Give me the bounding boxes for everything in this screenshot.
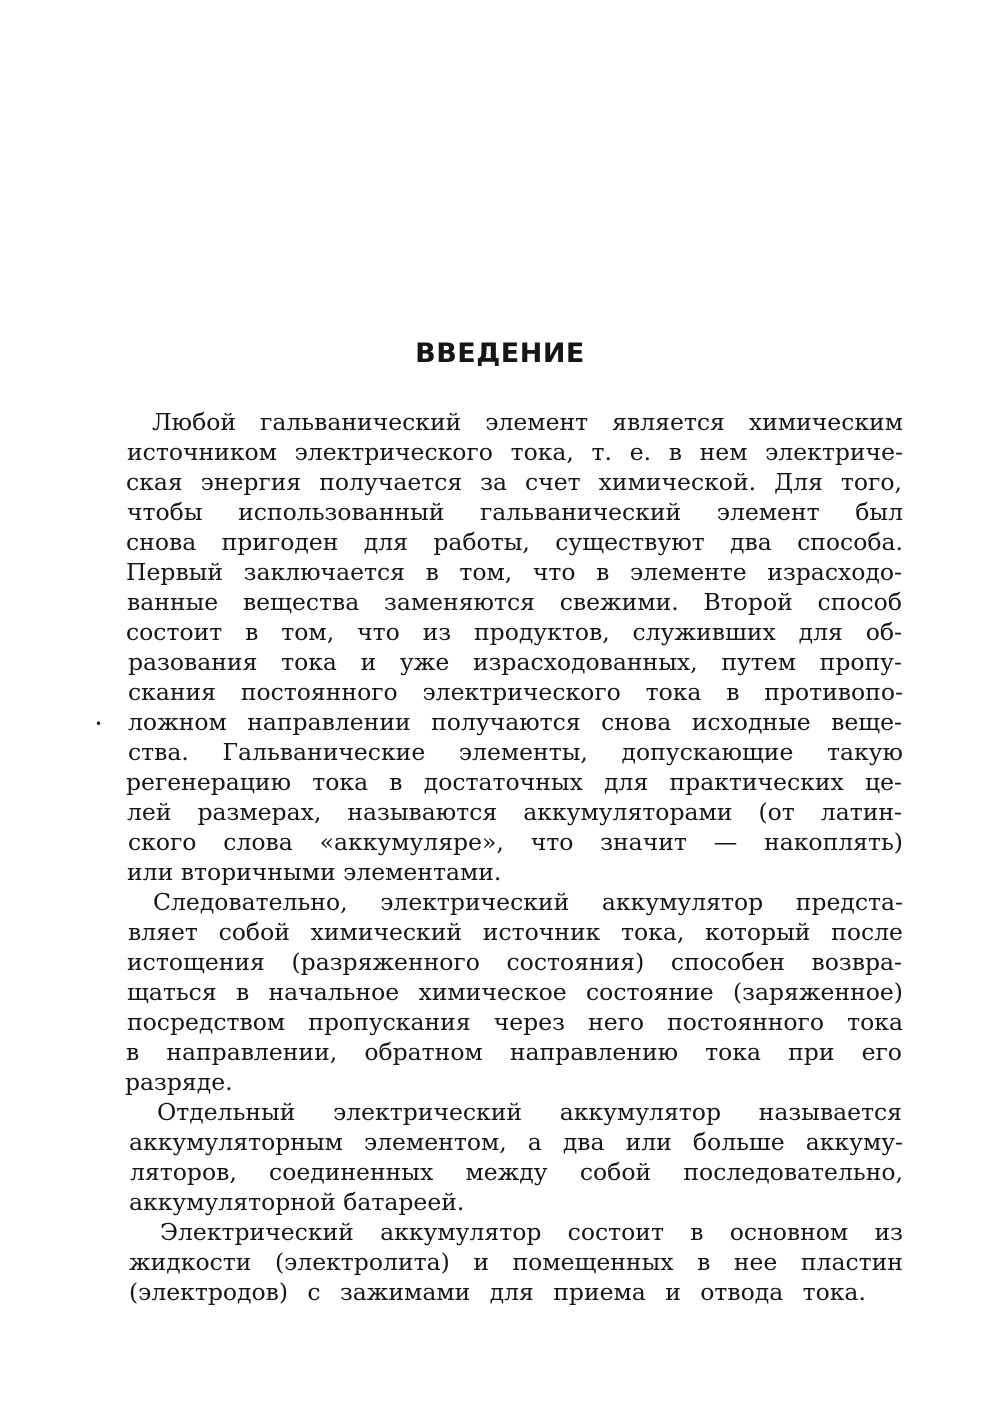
word: уже (399, 648, 450, 676)
word: допускающие (621, 738, 794, 766)
word: в (245, 618, 259, 646)
word: аккуму- (805, 1128, 903, 1156)
word: зажимами (339, 1278, 471, 1306)
word: называются (347, 798, 498, 826)
word: энергия (200, 468, 302, 496)
word: для (489, 1278, 534, 1306)
text-line (127, 977, 903, 1007)
word: гальванический (260, 408, 462, 436)
text-line (127, 947, 902, 977)
word: электриче- (765, 438, 903, 466)
text-line (128, 917, 903, 947)
word: элементе (629, 558, 747, 586)
word: веще- (831, 708, 902, 736)
word: Электрический (160, 1218, 354, 1246)
word: приема (553, 1278, 646, 1306)
word: и (473, 1248, 489, 1276)
word: для (604, 768, 649, 796)
text-line (152, 407, 903, 437)
word: Следовательно, (153, 888, 348, 916)
word: получается (319, 468, 463, 496)
word: в (690, 1218, 704, 1246)
word: ложном (128, 708, 227, 736)
word: такую (826, 738, 903, 766)
word: и (665, 1278, 681, 1306)
word: получаются (431, 708, 581, 736)
speck-mark: • (95, 717, 103, 731)
word: элементом, (363, 1128, 507, 1156)
word: его (861, 1038, 902, 1066)
text-line (126, 557, 902, 587)
word: снова (601, 708, 672, 736)
word: с (307, 1278, 321, 1306)
word: вляет (128, 918, 198, 946)
word: тока, (621, 918, 685, 946)
word: противопо- (764, 678, 903, 706)
word: способа. (797, 528, 903, 556)
word: использованный (238, 498, 445, 526)
text-line (126, 467, 902, 497)
word: него (588, 1008, 645, 1036)
word: направлении (247, 708, 411, 736)
word: аккумулятор (559, 1098, 721, 1126)
word: предста- (795, 888, 903, 916)
word: истощения (127, 948, 265, 976)
word: состояния) (506, 948, 645, 976)
word: два (730, 528, 772, 556)
word: химическим (748, 408, 903, 436)
text-line (126, 617, 902, 647)
word: в (389, 768, 403, 796)
word: называется (758, 1098, 902, 1126)
word: из (874, 1218, 903, 1246)
word: разования (128, 648, 258, 676)
text-line (128, 827, 903, 857)
word: заменяются (384, 588, 535, 616)
word: тока (847, 1008, 903, 1036)
word: тока (312, 768, 369, 796)
word: существуют (555, 528, 705, 556)
word: состояние (586, 978, 714, 1006)
text-line: аккумуляторной батареей. (129, 1188, 465, 1216)
word: электрический (380, 888, 570, 916)
word: а (527, 1128, 542, 1156)
word: заключается (243, 558, 405, 586)
word: тока (281, 648, 337, 676)
word: электрического (422, 678, 621, 706)
word: (заряженное) (733, 978, 903, 1006)
word: лей (127, 798, 172, 826)
word: тока (645, 678, 702, 706)
word: основном (729, 1218, 849, 1246)
word: после (831, 918, 903, 946)
word: Гальванические (222, 738, 426, 766)
text-line (153, 887, 903, 917)
word: в (668, 438, 682, 466)
word: который (705, 918, 811, 946)
word: постоянного (667, 1008, 825, 1036)
word: тока (705, 1038, 762, 1066)
word: е. (629, 438, 652, 466)
word: — (713, 828, 738, 856)
word: состоит (126, 618, 223, 646)
word: Для (774, 468, 823, 496)
text-line (129, 1247, 903, 1277)
word: был (855, 498, 903, 526)
word: продуктов, (473, 618, 610, 646)
word: обратном (364, 1038, 483, 1066)
text-line (128, 737, 903, 767)
word: начальное (268, 978, 400, 1006)
word: аккумуляторным (129, 1128, 343, 1156)
word: чтобы (127, 498, 203, 526)
word: регенерацию (126, 768, 292, 796)
text-line (128, 707, 902, 737)
word: пропу- (819, 648, 902, 676)
word: израсходованных, (472, 648, 698, 676)
word: что (530, 828, 574, 856)
word: (от (758, 798, 795, 826)
text-line (127, 587, 902, 617)
word: Первый (126, 558, 224, 586)
word: постоянного (240, 678, 398, 706)
word: при (788, 1038, 835, 1066)
text-line (127, 437, 903, 467)
word: состоит (567, 1218, 664, 1246)
word: ляторов, (130, 1158, 237, 1186)
word: для (363, 528, 409, 556)
word: между (465, 1158, 548, 1186)
word: (электродов) (129, 1278, 289, 1306)
word: последовательно, (683, 1158, 903, 1186)
word: Отдельный (157, 1098, 296, 1126)
word: том, (459, 558, 513, 586)
text-line: или вторичными элементами. (127, 858, 502, 886)
word: аккумулятор (380, 1218, 542, 1246)
word: элемент (716, 498, 820, 526)
word: в (596, 558, 610, 586)
word: слова (223, 828, 293, 856)
text-line (127, 497, 903, 527)
word: соединенных (269, 1158, 434, 1186)
word: направлении, (166, 1038, 338, 1066)
text-line (126, 767, 902, 797)
word: путем (721, 648, 796, 676)
word: том, (281, 618, 335, 646)
word: пластин (800, 1248, 903, 1276)
word: в (726, 678, 740, 706)
word: источник (482, 918, 601, 946)
word: работы, (433, 528, 530, 556)
text-line (130, 1157, 903, 1187)
word: достаточных (423, 768, 583, 796)
word: в (697, 1248, 711, 1276)
word: счет (525, 468, 581, 496)
word: ства. (128, 738, 189, 766)
word: через (493, 1008, 565, 1036)
word: ская (126, 468, 183, 496)
text-line (127, 1007, 903, 1037)
word: в (425, 558, 439, 586)
word: служивших (632, 618, 776, 646)
text-line (128, 647, 902, 677)
word: размерах, (197, 798, 322, 826)
word: аккумулятор (601, 888, 764, 916)
word: химический (310, 918, 463, 946)
word: Любой (152, 408, 237, 436)
word: израсходо- (767, 558, 902, 586)
word: химической. (598, 468, 757, 496)
word: «аккумуляре», (319, 828, 504, 856)
word: способ (817, 588, 902, 616)
word: того, (840, 468, 902, 496)
word: источником (127, 438, 277, 466)
word: тока. (802, 1278, 866, 1306)
word: пропускания (308, 1008, 471, 1036)
word: из (422, 618, 452, 646)
text-line (126, 527, 903, 557)
word: возвра- (811, 948, 902, 976)
text-line (126, 1037, 902, 1067)
word: отвода (700, 1278, 784, 1306)
word: це- (864, 768, 902, 796)
word: пригоден (221, 528, 339, 556)
page-title: ВВЕДЕНИЕ (415, 338, 585, 369)
text-line: разряде. (125, 1068, 233, 1096)
word: жидкости (129, 1248, 252, 1276)
word: нее (733, 1248, 778, 1276)
word: (электролита) (274, 1248, 450, 1276)
word: собой (218, 918, 290, 946)
word: элемент (485, 408, 589, 436)
word: что (532, 558, 576, 586)
word: аккумуляторами (523, 798, 733, 826)
word: Второй (703, 588, 793, 616)
word: т. (591, 438, 613, 466)
word: латин- (820, 798, 902, 826)
word: скания (128, 678, 217, 706)
word: в (235, 978, 250, 1006)
word: значит (600, 828, 687, 856)
word: тока, (510, 438, 574, 466)
text-line (128, 677, 903, 707)
word: электрический (333, 1098, 523, 1126)
word: свежими. (559, 588, 679, 616)
word: электрического (294, 438, 493, 466)
word: (разряженного (291, 948, 480, 976)
word: накоплять) (764, 828, 903, 856)
text-line (129, 1127, 903, 1157)
word: исходные (691, 708, 811, 736)
word: или (625, 1128, 672, 1156)
word: щаться (127, 978, 217, 1006)
word: ванные (127, 588, 219, 616)
word: больше (692, 1128, 785, 1156)
word: снова (126, 528, 197, 556)
word: гальванический (479, 498, 682, 526)
word: что (357, 618, 400, 646)
word: собой (579, 1158, 652, 1186)
word: посредством (127, 1008, 286, 1036)
word: для (798, 618, 843, 646)
word: химическое (418, 978, 567, 1006)
word: помещенных (512, 1248, 674, 1276)
word: практических (669, 768, 844, 796)
word: в (126, 1038, 140, 1066)
word: ского (128, 828, 197, 856)
word: способен (670, 948, 785, 976)
text-line (127, 797, 902, 827)
word: два (562, 1128, 605, 1156)
word: нем (699, 438, 748, 466)
text-line (160, 1217, 903, 1247)
text-line (157, 1097, 902, 1127)
word: об- (865, 618, 902, 646)
word: вещества (242, 588, 360, 616)
word: элементы, (458, 738, 588, 766)
word: за (480, 468, 508, 496)
word: является (612, 408, 725, 436)
text-line (129, 1277, 866, 1307)
word: направлению (509, 1038, 679, 1066)
word: и (360, 648, 377, 676)
